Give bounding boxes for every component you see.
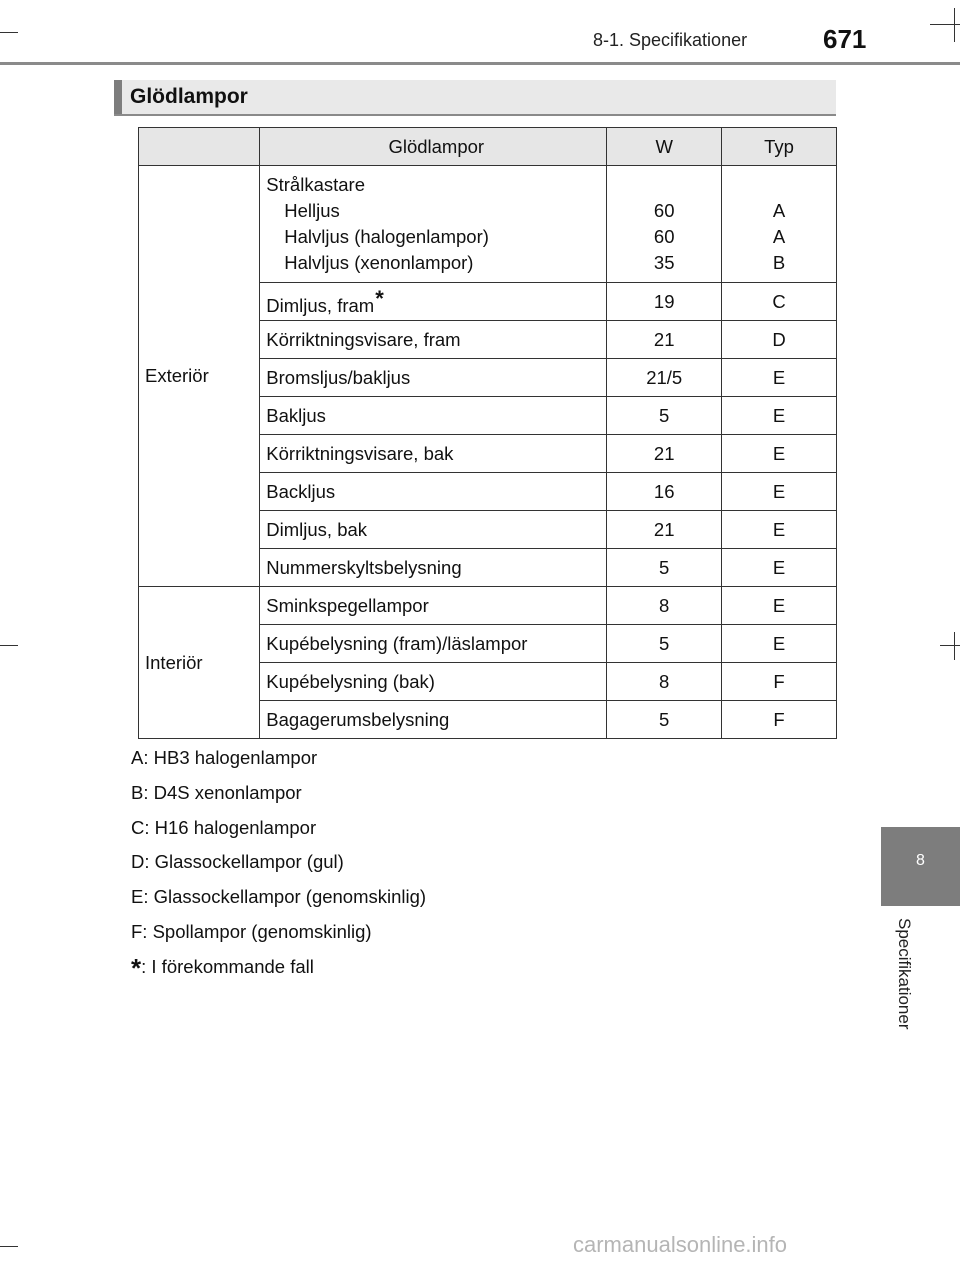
bulb-type: E (722, 511, 837, 549)
asterisk-mark: * (375, 286, 384, 311)
type-value: A (772, 226, 786, 247)
bulb-name: Dimljus, bak (260, 511, 607, 549)
chapter-tab (881, 827, 960, 906)
section-title: 8-1. Specifikationer (593, 30, 748, 50)
footnote (131, 952, 426, 990)
bulb-type: E (722, 359, 837, 397)
wattage: 16 (607, 473, 722, 511)
box-title-label: Glödlampor (130, 85, 248, 108)
bulb-name-heading: Strålkastare (266, 174, 365, 195)
bulb-name: Dimljus, fram* (260, 283, 607, 321)
bulb-type: C (722, 283, 837, 321)
bulb-type: D (722, 321, 837, 359)
crop-mark (0, 645, 18, 646)
crop-mark (0, 1246, 18, 1247)
bulb-table (138, 127, 837, 739)
bulb-name: Nummerskyltsbelysning (260, 549, 607, 587)
bulb-name: Kupébelysning (fram)/läslampor (260, 625, 607, 663)
bulb-name: Körriktningsvisare, bak (260, 435, 607, 473)
table-row (139, 166, 837, 283)
column-header: Typ (722, 128, 837, 166)
wattage: 8 (607, 663, 722, 701)
bulb-name: Sminkspegellampor (260, 587, 607, 625)
crop-mark (940, 645, 960, 646)
bulb-type: E (722, 473, 837, 511)
bulb-type: E (722, 435, 837, 473)
group-label: Interiör (139, 587, 260, 739)
page-number: 671 (823, 24, 867, 54)
bulb-name: Bakljus (260, 397, 607, 435)
asterisk-mark: * (131, 952, 142, 983)
box-title (114, 80, 836, 116)
bulb-type: F (722, 663, 837, 701)
bulb-name: Bagagerumsbelysning (260, 701, 607, 739)
crop-mark (954, 632, 955, 660)
chapter-label: Specifikationer (895, 918, 914, 1030)
bulb-sub-name: Halvljus (halogenlampor) (284, 226, 489, 247)
wattage: 21 (607, 435, 722, 473)
type-value: A (772, 200, 786, 221)
legend-item: F: Spollampor (genomskinlig) (131, 920, 372, 942)
chapter-number: 8 (916, 852, 925, 869)
group-label: Exteriör (139, 166, 260, 587)
crop-mark (930, 24, 960, 25)
bulb-type: E (722, 625, 837, 663)
bulb-type: E (722, 397, 837, 435)
wattage: 21 (607, 321, 722, 359)
watermark: carmanualsonline.info (573, 1232, 788, 1257)
bulb-name: Kupébelysning (bak) (260, 663, 607, 701)
bulb-type (722, 166, 837, 283)
bulb-sub-name: Halvljus (xenonlampor) (284, 252, 474, 273)
wattage: 5 (607, 625, 722, 663)
legend-item: C: H16 halogenlampor (131, 816, 317, 838)
wattage-value: 35 (653, 252, 675, 273)
legend (131, 746, 426, 990)
bulb-name: Bromsljus/bakljus (260, 359, 607, 397)
wattage: 21/5 (607, 359, 722, 397)
bulb-type: E (722, 587, 837, 625)
bulb-type: E (722, 549, 837, 587)
wattage-value: 60 (653, 200, 675, 221)
footnote-text: : I förekommande fall (141, 955, 314, 977)
wattage: 5 (607, 701, 722, 739)
wattage (607, 166, 722, 283)
wattage: 21 (607, 511, 722, 549)
table-row (139, 587, 837, 625)
bulb-name: Körriktningsvisare, fram (260, 321, 607, 359)
crop-mark (954, 8, 955, 42)
legend-item: B: D4S xenonlampor (131, 781, 302, 803)
column-header: Glödlampor (260, 128, 607, 166)
wattage: 5 (607, 397, 722, 435)
column-header: W (607, 128, 722, 166)
legend-item: A: HB3 halogenlampor (131, 747, 318, 768)
bulb-name (260, 166, 607, 283)
header-rule (0, 62, 960, 65)
wattage-value: 60 (653, 226, 675, 247)
column-header (139, 128, 260, 166)
legend-item: D: Glassockellampor (gul) (131, 851, 344, 873)
table-header-row (139, 128, 837, 166)
type-value: B (772, 252, 786, 273)
bulb-sub-name: Helljus (284, 200, 340, 221)
bulb-name: Backljus (260, 473, 607, 511)
crop-mark (0, 32, 18, 33)
box-title-bar (114, 80, 122, 114)
bulb-type: F (722, 701, 837, 739)
wattage: 5 (607, 549, 722, 587)
wattage: 19 (607, 283, 722, 321)
legend-item: E: Glassockellampor (genomskinlig) (131, 886, 427, 908)
wattage: 8 (607, 587, 722, 625)
